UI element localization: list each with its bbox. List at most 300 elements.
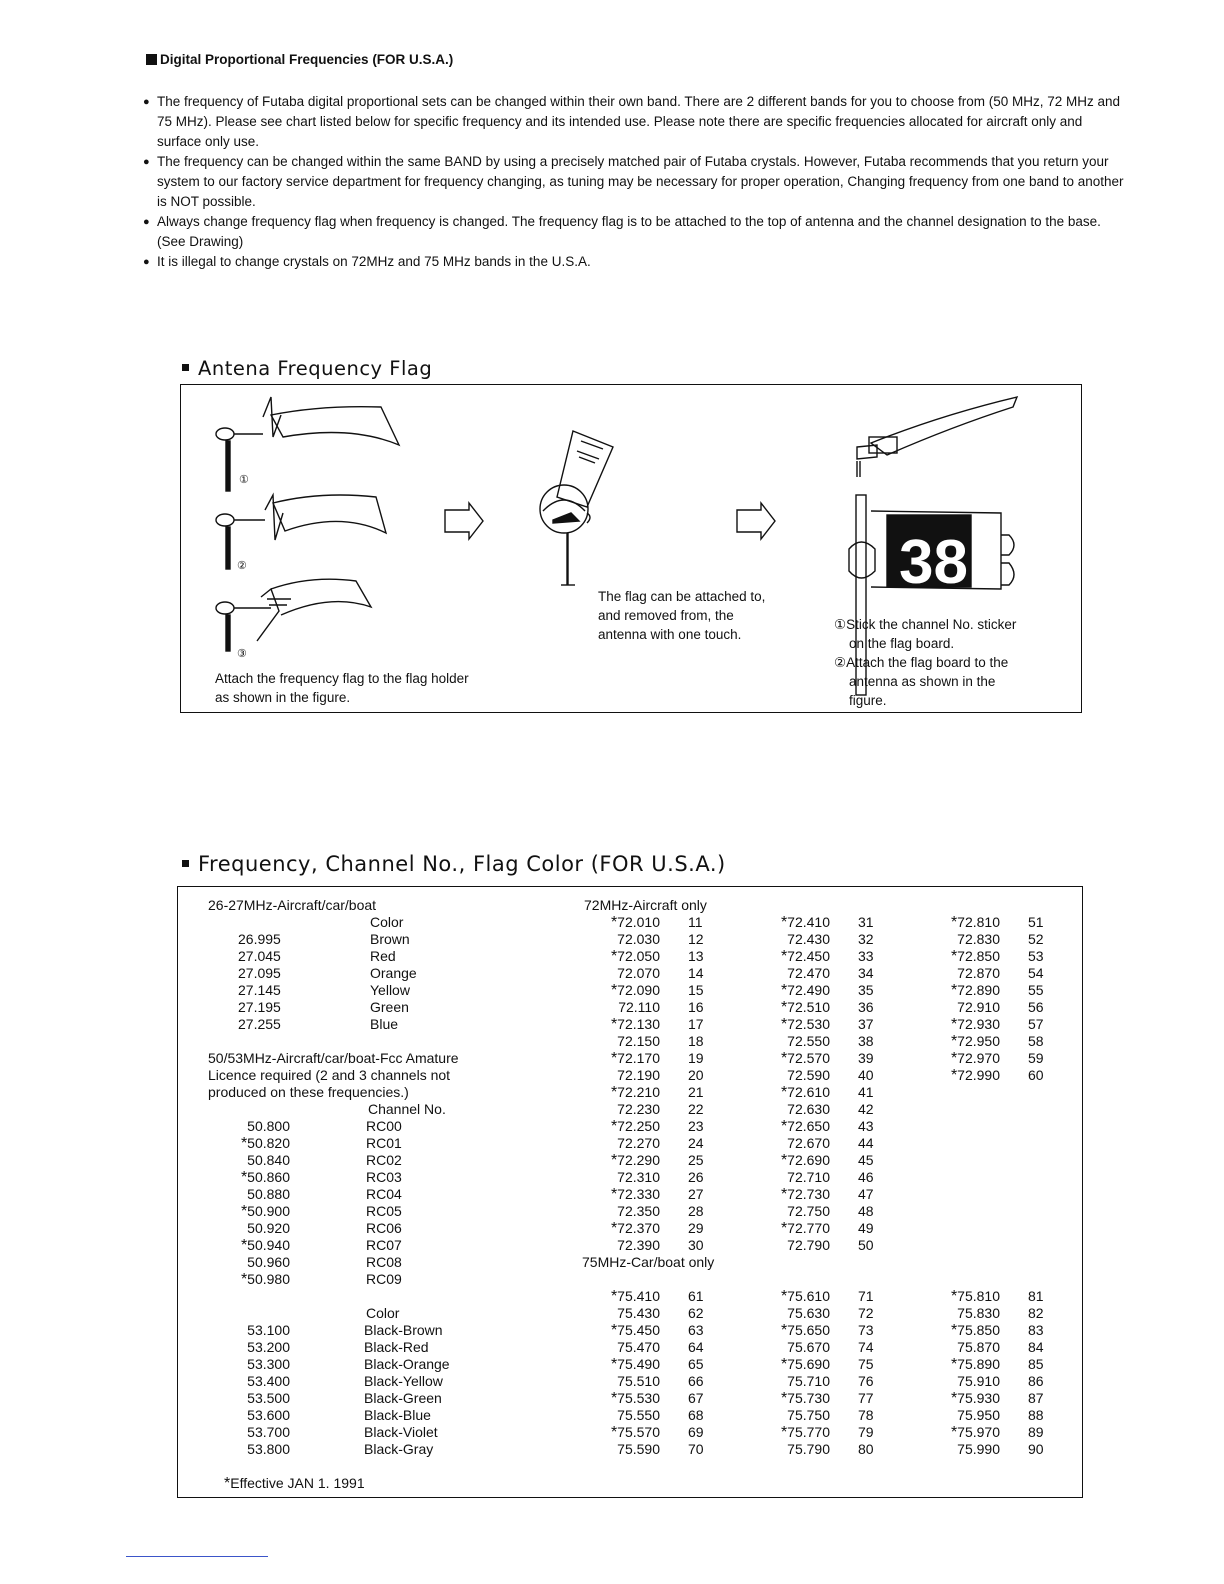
- table-row: [922, 965, 1058, 982]
- table-row: [752, 1084, 888, 1101]
- flag-color: Red: [370, 948, 396, 964]
- star-mark: *: [780, 1424, 788, 1441]
- table-row: [922, 1322, 1058, 1339]
- frequency-value: 53.200: [247, 1339, 290, 1355]
- band72-grid: [582, 914, 1082, 1254]
- table-row: [922, 1050, 1058, 1067]
- channel-number: 74: [858, 1339, 874, 1355]
- frequency-value: 75.770: [787, 1424, 830, 1440]
- frequency-value: 72.190: [617, 1067, 660, 1083]
- caption-line: antenna with one touch.: [598, 627, 742, 642]
- caption-line: antenna as shown in the: [849, 674, 996, 689]
- frequency-value: 26.995: [238, 931, 281, 947]
- star-mark: *: [950, 914, 958, 931]
- frequency-cell: [922, 1407, 1000, 1424]
- star-mark: *: [610, 1424, 618, 1441]
- frequency-section-title: [182, 852, 726, 876]
- left-frequency-column: [208, 897, 548, 1492]
- flag-color: Black-Violet: [364, 1424, 438, 1440]
- frequency-value: 50.840: [247, 1152, 290, 1168]
- frequency-cell: [582, 1016, 660, 1033]
- step-mark-2: ②: [237, 560, 247, 572]
- flag-color: Black-Brown: [364, 1322, 443, 1338]
- frequency-value: 72.430: [787, 931, 830, 947]
- frequency-value: 72.630: [787, 1101, 830, 1117]
- table-row: [582, 965, 718, 982]
- caption-line: figure.: [849, 693, 887, 708]
- frequency-value: 72.330: [617, 1186, 660, 1202]
- table-row: [922, 914, 1058, 931]
- channel-number: 53: [1028, 948, 1044, 964]
- frequency-cell: [922, 1050, 1000, 1067]
- channel-number: 19: [688, 1050, 704, 1066]
- table-row: [922, 1407, 1058, 1424]
- frequency-cell: [752, 1135, 830, 1152]
- frequency-cell: [922, 1016, 1000, 1033]
- star-mark: *: [950, 1288, 958, 1305]
- star-mark: *: [780, 1390, 788, 1407]
- channel-number: 58: [1028, 1033, 1044, 1049]
- step-mark-1: ①: [239, 474, 249, 486]
- table-row: [752, 1016, 888, 1033]
- channel-number: 82: [1028, 1305, 1044, 1321]
- frequency-value: 72.910: [957, 999, 1000, 1015]
- flag-color: Black-Yellow: [364, 1373, 443, 1389]
- frequency-value: 72.590: [787, 1067, 830, 1083]
- star-mark: *: [610, 1322, 618, 1339]
- frequency-cell: [752, 1186, 830, 1203]
- table-row: [582, 1424, 718, 1441]
- flag-attachment-illustration: [540, 431, 613, 585]
- channel-number: 51: [1028, 914, 1044, 930]
- frequency-value: 75.850: [957, 1322, 1000, 1338]
- frequency-cell: [208, 1152, 290, 1169]
- flag-color: Black-Gray: [364, 1441, 434, 1457]
- table-row: [208, 1152, 548, 1169]
- heading-suffix: (FOR U.S.A.): [372, 52, 454, 67]
- frequency-value: 72.850: [957, 948, 1000, 964]
- frequency-cell: [752, 1169, 830, 1186]
- star-mark: *: [950, 1050, 958, 1067]
- channel-number: 32: [858, 931, 874, 947]
- frequency-value: 50.900: [247, 1203, 290, 1219]
- frequency-value: 50.860: [247, 1169, 290, 1185]
- band72-header: 72MHz-Aircraft only: [584, 897, 707, 913]
- frequency-value: 75.450: [617, 1322, 660, 1338]
- band53-color-header: Color: [366, 1305, 400, 1321]
- frequency-value: 72.230: [617, 1101, 660, 1117]
- frequency-cell: [208, 1118, 290, 1135]
- channel-number: 80: [858, 1441, 874, 1457]
- channel-number: 83: [1028, 1322, 1044, 1338]
- star-mark: *: [610, 1390, 618, 1407]
- frequency-cell: [582, 999, 660, 1016]
- frequency-cell: [752, 1084, 830, 1101]
- table-row: [752, 1203, 888, 1220]
- band27-header: 26-27MHz-Aircraft/car/boat: [208, 897, 377, 913]
- star-mark: *: [610, 914, 618, 931]
- table-row: [208, 1118, 548, 1135]
- flag-color: Green: [370, 999, 409, 1015]
- flag-color: Orange: [370, 965, 417, 981]
- frequency-value: 72.290: [617, 1152, 660, 1168]
- table-row: [582, 1135, 718, 1152]
- channel-number: 46: [858, 1169, 874, 1185]
- frequency-value: 75.570: [617, 1424, 660, 1440]
- frequency-value: 72.510: [787, 999, 830, 1015]
- table-row: [752, 1186, 888, 1203]
- frequency-cell: [208, 1271, 290, 1288]
- table-row: [752, 999, 888, 1016]
- frequency-value: 75.970: [957, 1424, 1000, 1440]
- table-row: [208, 1356, 548, 1373]
- table-row: [582, 1237, 718, 1254]
- channel-number: 55: [1028, 982, 1044, 998]
- table-row: [922, 1441, 1058, 1458]
- footnote: [208, 1475, 548, 1492]
- table-row: [208, 1186, 548, 1203]
- channel-number: 89: [1028, 1424, 1044, 1440]
- channel-number: 85: [1028, 1356, 1044, 1372]
- table-row: [922, 982, 1058, 999]
- frequency-value: 75.790: [787, 1441, 830, 1457]
- frequency-value: 75.510: [617, 1373, 660, 1389]
- arrow-right-icon: [445, 503, 483, 539]
- channel-no: RC04: [366, 1186, 402, 1202]
- table-row: [582, 1441, 718, 1458]
- table-row: [208, 948, 548, 965]
- channel-number: 64: [688, 1339, 704, 1355]
- flag-color: Black-Green: [364, 1390, 442, 1406]
- table-row: [208, 1271, 548, 1288]
- frequency-cell: [922, 999, 1000, 1016]
- frequency-cell: [922, 1067, 1000, 1084]
- table-row: [752, 1322, 888, 1339]
- frequency-value: 72.610: [787, 1084, 830, 1100]
- frequency-cell: [922, 1390, 1000, 1407]
- star-mark: *: [780, 1220, 788, 1237]
- square-bullet-icon: [182, 860, 189, 867]
- frequency-value: 75.690: [787, 1356, 830, 1372]
- flag-color: Brown: [370, 931, 410, 947]
- frequency-cell: [752, 1067, 830, 1084]
- band53-rows: [208, 1322, 548, 1458]
- table-row: [582, 1084, 718, 1101]
- frequency-value: 75.910: [957, 1373, 1000, 1389]
- star-mark: *: [950, 1424, 958, 1441]
- table-row: [208, 1220, 548, 1237]
- channel-number: 65: [688, 1356, 704, 1372]
- frequency-value: 72.990: [957, 1067, 1000, 1083]
- frequency-value: 72.010: [617, 914, 660, 930]
- star-mark: *: [950, 1016, 958, 1033]
- channel-number: 14: [688, 965, 704, 981]
- frequency-value: 75.810: [957, 1288, 1000, 1304]
- frequency-value: 75.830: [957, 1305, 1000, 1321]
- star-mark: *: [610, 1016, 618, 1033]
- channel-no: RC06: [366, 1220, 402, 1236]
- star-mark: *: [780, 999, 788, 1016]
- frequency-cell: [752, 1305, 830, 1322]
- table-row: [582, 1203, 718, 1220]
- channel-number: 25: [688, 1152, 704, 1168]
- channel-number: 59: [1028, 1050, 1044, 1066]
- channel-no: RC08: [366, 1254, 402, 1270]
- frequency-value: 75.550: [617, 1407, 660, 1423]
- frequency-cell: [922, 948, 1000, 965]
- star-mark: *: [610, 1288, 618, 1305]
- frequency-value: 53.400: [247, 1373, 290, 1389]
- band50-header-line: produced on these frequencies.): [208, 1084, 409, 1100]
- frequency-value: 72.770: [787, 1220, 830, 1236]
- table-row: [582, 1186, 718, 1203]
- table-row: [582, 1322, 718, 1339]
- table-row: [208, 999, 548, 1016]
- channel-number: 24: [688, 1135, 704, 1151]
- frequency-cell: [582, 1373, 660, 1390]
- band75-grid: [582, 1288, 1082, 1458]
- table-row: [752, 914, 888, 931]
- frequency-value: 72.930: [957, 1016, 1000, 1032]
- channel-number: 49: [858, 1220, 874, 1236]
- channel-number: 13: [688, 948, 704, 964]
- frequency-value: 72.530: [787, 1016, 830, 1032]
- frequency-cell: [208, 1203, 290, 1220]
- frequency-cell: [922, 965, 1000, 982]
- frequency-cell: [582, 965, 660, 982]
- frequency-value: 72.490: [787, 982, 830, 998]
- star-mark: *: [780, 1118, 788, 1135]
- frequency-cell: [752, 965, 830, 982]
- channel-number: 36: [858, 999, 874, 1015]
- table-row: [752, 1305, 888, 1322]
- channel-no: RC09: [366, 1271, 402, 1287]
- frequency-column: [922, 1288, 1058, 1458]
- frequency-value: 75.610: [787, 1288, 830, 1304]
- frequency-value: 72.170: [617, 1050, 660, 1066]
- table-row: [752, 1169, 888, 1186]
- star-mark: *: [610, 1118, 618, 1135]
- caption-right: [834, 615, 1016, 710]
- frequency-cell: [752, 1390, 830, 1407]
- channel-number: 29: [688, 1220, 704, 1236]
- frequency-cell: [752, 1220, 830, 1237]
- frequency-cell: [208, 1135, 290, 1152]
- frequency-value: 72.130: [617, 1016, 660, 1032]
- table-row: [208, 982, 548, 999]
- frequency-value: 75.670: [787, 1339, 830, 1355]
- frequency-value: 53.100: [247, 1322, 290, 1338]
- star-mark: *: [224, 1475, 231, 1492]
- frequency-value: 27.145: [238, 982, 281, 998]
- flag-holder-illustration-3: [216, 579, 371, 651]
- star-mark: *: [240, 1135, 248, 1152]
- table-row: [752, 1356, 888, 1373]
- band75-header: 75MHz-Car/boat only: [582, 1254, 715, 1270]
- star-mark: *: [780, 1050, 788, 1067]
- table-row: [752, 1424, 888, 1441]
- channel-number: 41: [858, 1084, 874, 1100]
- caption-line: as shown in the figure.: [215, 690, 351, 705]
- channel-number: 87: [1028, 1390, 1044, 1406]
- frequency-cell: [752, 1237, 830, 1254]
- frequency-value: 72.650: [787, 1118, 830, 1134]
- table-row: [208, 931, 548, 948]
- frequency-cell: [752, 1033, 830, 1050]
- frequency-cell: [208, 1237, 290, 1254]
- star-mark: *: [780, 914, 788, 931]
- frequency-value: 27.195: [238, 999, 281, 1015]
- frequency-cell: [582, 1135, 660, 1152]
- table-row: [208, 1016, 548, 1033]
- arrow-right-icon: [737, 503, 775, 539]
- frequency-value: 53.300: [247, 1356, 290, 1372]
- star-mark: *: [780, 982, 788, 999]
- channel-number: 44: [858, 1135, 874, 1151]
- channel-number: 54: [1028, 965, 1044, 981]
- channel-number: 71: [858, 1288, 874, 1304]
- table-row: [582, 1016, 718, 1033]
- table-row: [582, 1305, 718, 1322]
- caption-line: on the flag board.: [849, 636, 955, 651]
- channel-number: 62: [688, 1305, 704, 1321]
- table-row: [752, 1373, 888, 1390]
- frequency-cell: [922, 1288, 1000, 1305]
- channel-number: 52: [1028, 931, 1044, 947]
- section-heading: [146, 52, 453, 67]
- frequency-value: 72.950: [957, 1033, 1000, 1049]
- bullet-item: ● Always change frequency flag when frequency is changed. The frequency flag is to be attached to the top of antenna and the channel designation to the base. (See Drawing): [143, 212, 1128, 252]
- star-mark: *: [950, 1033, 958, 1050]
- band27-color-header: Color: [370, 914, 404, 930]
- channel-number: 50: [858, 1237, 874, 1253]
- table-row: [582, 1390, 718, 1407]
- footnote-text: Effective JAN 1. 1991: [230, 1475, 365, 1491]
- frequency-cell: [582, 1305, 660, 1322]
- frequency-cell: [208, 1220, 290, 1237]
- frequency-value: 50.940: [247, 1237, 290, 1253]
- channel-no: RC02: [366, 1152, 402, 1168]
- table-row: [752, 931, 888, 948]
- frequency-cell: [582, 1186, 660, 1203]
- frequency-value: 72.310: [617, 1169, 660, 1185]
- flag-color: Blue: [370, 1016, 399, 1032]
- frequency-value: 72.250: [617, 1118, 660, 1134]
- table-row: [582, 1220, 718, 1237]
- frequency-cell: [752, 1441, 830, 1458]
- frequency-column: [582, 914, 718, 1254]
- frequency-value: 72.570: [787, 1050, 830, 1066]
- star-mark: *: [780, 1152, 788, 1169]
- table-row: [922, 1305, 1058, 1322]
- bullet-item: ● The frequency of Futaba digital proportional sets can be changed within their own band. There are 2 different bands for you to choose from (50 MHz, 72 MHz and 75 MHz). Please see chart listed below for specific frequency and its intended use. Please note there are specific frequencies allocated for aircraft only and surface only use.: [143, 92, 1128, 152]
- table-row: [582, 1169, 718, 1186]
- frequency-column: [752, 1288, 888, 1458]
- frequency-cell: [582, 1407, 660, 1424]
- frequency-column: [752, 914, 888, 1254]
- channel-number: 60: [1028, 1067, 1044, 1083]
- table-row: [922, 1033, 1058, 1050]
- frequency-value: 27.095: [238, 965, 281, 981]
- frequency-cell: [922, 1339, 1000, 1356]
- star-mark: *: [610, 982, 618, 999]
- caption-middle: [598, 587, 765, 644]
- channel-number: 66: [688, 1373, 704, 1389]
- star-mark: *: [950, 1322, 958, 1339]
- channel-number: 20: [688, 1067, 704, 1083]
- table-row: [208, 1407, 548, 1424]
- caption-left: [215, 669, 469, 707]
- frequency-cell: [582, 1322, 660, 1339]
- frequency-cell: [208, 1169, 290, 1186]
- frequency-value: 72.030: [617, 931, 660, 947]
- channel-number: 86: [1028, 1373, 1044, 1389]
- channel-number: 88: [1028, 1407, 1044, 1423]
- antenna-figure-box: [180, 384, 1082, 713]
- caption-line: Attach the frequency flag to the flag holder: [215, 671, 469, 686]
- table-row: [582, 1288, 718, 1305]
- table-row: [752, 1152, 888, 1169]
- frequency-value: 75.750: [787, 1407, 830, 1423]
- channel-number: 61: [688, 1288, 704, 1304]
- frequency-cell: [582, 948, 660, 965]
- table-row: [752, 1237, 888, 1254]
- frequency-value: 72.550: [787, 1033, 830, 1049]
- flag-color: Black-Orange: [364, 1356, 450, 1372]
- frequency-cell: [922, 1373, 1000, 1390]
- flag-number: 38: [899, 528, 968, 597]
- band50-header-line: 50/53MHz-Aircraft/car/boat-Fcc Amature: [208, 1050, 459, 1066]
- table-row: [208, 1135, 548, 1152]
- star-mark: *: [240, 1271, 248, 1288]
- channel-number: 11: [688, 914, 703, 930]
- table-row: [582, 1407, 718, 1424]
- table-row: [582, 1118, 718, 1135]
- frequency-value: 50.800: [247, 1118, 290, 1134]
- table-row: [752, 1135, 888, 1152]
- frequency-cell: [208, 1254, 290, 1271]
- antenna-section-title: [182, 357, 432, 380]
- frequency-column: [582, 1288, 718, 1458]
- channel-number: 56: [1028, 999, 1044, 1015]
- caption-line: The flag can be attached to,: [598, 589, 766, 604]
- table-row: [752, 1288, 888, 1305]
- frequency-value: 50.960: [247, 1254, 290, 1270]
- channel-number: 77: [858, 1390, 874, 1406]
- frequency-title-text: Frequency, Channel No., Flag Color (FOR U.S.A.): [198, 852, 726, 876]
- frequency-value: 75.990: [957, 1441, 1000, 1457]
- table-row: [582, 1101, 718, 1118]
- table-row: [582, 1339, 718, 1356]
- frequency-value: 75.410: [617, 1288, 660, 1304]
- table-row: [752, 1101, 888, 1118]
- step-mark-3: ③: [237, 648, 247, 660]
- frequency-cell: [752, 1407, 830, 1424]
- channel-number: 22: [688, 1101, 704, 1117]
- frequency-cell: [582, 1424, 660, 1441]
- channel-number: 70: [688, 1441, 704, 1457]
- star-mark: *: [950, 948, 958, 965]
- frequency-value: 72.690: [787, 1152, 830, 1168]
- frequency-cell: [922, 931, 1000, 948]
- channel-number: 63: [688, 1322, 704, 1338]
- frequency-cell: [582, 1203, 660, 1220]
- frequency-cell: [752, 1373, 830, 1390]
- bullet-item: ● The frequency can be changed within the same BAND by using a precisely matched pair of Futaba crystals. However, Futaba recommends that you return your system to our factory service department for frequency changing, as tuning may be necessary for proper operation, Changing frequency from one band to another is NOT possible.: [143, 152, 1128, 212]
- square-bullet-icon: [182, 364, 189, 371]
- table-row: [752, 1033, 888, 1050]
- frequency-cell: [752, 931, 830, 948]
